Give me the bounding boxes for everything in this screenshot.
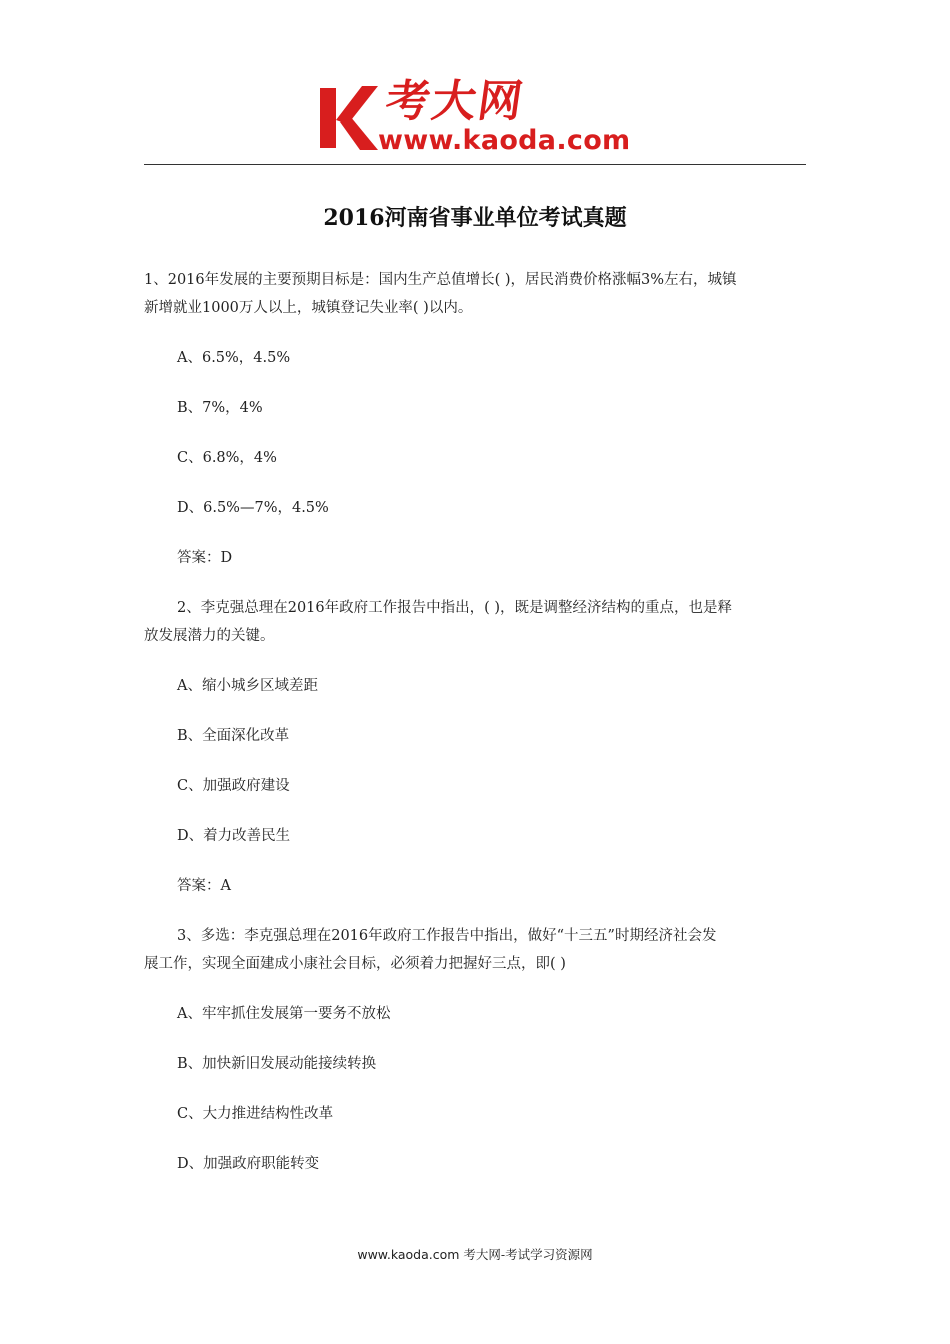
header-divider <box>144 164 806 165</box>
question-1-line-1: 1、2016年发展的主要预期目标是：国内生产总值增长( )，居民消费价格涨幅3%左右，城镇 <box>144 272 737 288</box>
question-3-option-a: A、牢牢抓住发展第一要务不放松 <box>177 1006 391 1022</box>
question-3-line-1: 3、多选：李克强总理在2016年政府工作报告中指出，做好“十三五”时期经济社会发 <box>177 928 717 944</box>
question-1-answer: 答案：D <box>177 550 233 566</box>
question-1-line-2: 新增就业1000万人以上，城镇登记失业率( )以内。 <box>144 300 473 316</box>
question-3-option-d: D、加强政府职能转变 <box>177 1156 320 1172</box>
question-1-option-a: A、6.5%，4.5% <box>177 350 291 366</box>
question-3-option-c: C、大力推进结构性改革 <box>177 1106 334 1122</box>
question-2-line-1: 2、李克强总理在2016年政府工作报告中指出，( )，既是调整经济结构的重点，也是释 <box>177 600 733 616</box>
question-2-option-c: C、加强政府建设 <box>177 778 290 794</box>
question-2-option-d: D、着力改善民生 <box>177 828 291 844</box>
question-1-option-c: C、6.8%，4% <box>177 450 277 466</box>
question-2-option-a: A、缩小城乡区域差距 <box>177 678 318 694</box>
question-1-option-b: B、7%，4% <box>177 400 263 416</box>
k-logo-icon <box>318 82 380 154</box>
footer-url[interactable]: www.kaoda.com <box>357 1247 460 1262</box>
page-title: 2016河南省事业单位考试真题 <box>323 205 627 231</box>
question-3-option-b: B、加快新旧发展动能接续转换 <box>177 1056 377 1072</box>
question-2-option-b: B、全面深化改革 <box>177 728 290 744</box>
page-footer <box>0 1244 950 1266</box>
kaoda-logo <box>318 78 640 160</box>
question-2-answer: 答案：A <box>177 878 231 894</box>
question-3-line-2: 展工作，实现全面建成小康社会目标，必须着力把握好三点，即( ) <box>144 956 566 972</box>
logo-chinese-name: 考大网 <box>382 76 528 127</box>
question-2-line-2: 放发展潜力的关键。 <box>144 628 275 644</box>
footer-text: 考大网-考试学习资源网 <box>459 1247 593 1262</box>
question-1-option-d: D、6.5%—7%，4.5% <box>177 500 329 516</box>
logo-url: www.kaoda.com <box>378 125 631 156</box>
document-body <box>144 266 806 1178</box>
